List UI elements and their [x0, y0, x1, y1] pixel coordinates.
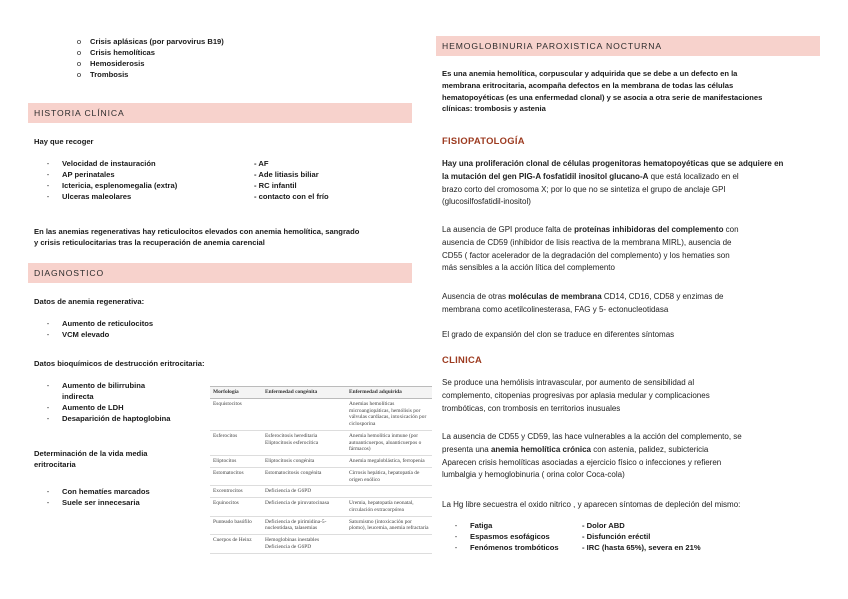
- table-row: Eliptocitos Eliptocitosis congénita Anemia megaloblástica, ferropenia: [210, 456, 432, 468]
- table-header: Enfermedad congénita: [262, 387, 346, 399]
- list-item: Fatiga: [470, 521, 493, 530]
- fisio-paragraph-1: Hay una proliferación clonal de células progenitoras hematopoyéticas que se adquiere en la mutación del gen PIG-A fosfatidil inositol glucano-A que está localizado en el brazo corto del cromosoma X; por lo que no se sintetiza el grupo de anclaje GPI (glucosilfosfatidil-inositol): [442, 159, 784, 207]
- list-item: o Crisis aplásicas (por parvovirus B19): [76, 37, 224, 46]
- list-item: Aumento de reticulocitos: [62, 319, 154, 328]
- list-item: o Crisis hemolíticas: [76, 48, 155, 57]
- regen-title: Datos de anemia regenerativa:: [34, 297, 145, 306]
- table-row: Cuerpos de Heinz Hemoglobinas inestables Deficiencia de G6PD: [210, 535, 432, 554]
- historia-item: Velocidad de instauración: [62, 159, 156, 168]
- historia-item: Ulceras maleolares: [62, 192, 132, 201]
- vida-title: Determinación de la vida media eritrocitaria: [34, 449, 148, 469]
- subheader-clinica: CLINICA: [442, 354, 483, 365]
- morphology-table: [210, 386, 432, 554]
- list-item: Con hematíes marcados: [62, 487, 150, 496]
- vida-items: - Con hematíes marcados - Suele ser innecesaria: [46, 487, 150, 507]
- hpn-intro: Es una anemia hemolítica, corpuscular y adquirida que se debe a un defecto en la membrana eritrocitaria, acompaña defectos en la membrana de todas las células hematopoyéticas (es una enfermedad clonal) y se asocia a otra serie de manifestaciones clínicas: trombosis y astenia: [442, 69, 763, 114]
- morphology-table-image: [210, 386, 434, 562]
- clinica-paragraph-3: La Hg libre secuestra el oxido nitrico , y aparecen síntomas de depleción del mismo:: [442, 500, 741, 509]
- list-item: o Hemosiderosis: [76, 59, 145, 68]
- fisio-paragraph-2: La ausencia de GPI produce falta de proteínas inhibidoras del complemento con ausencia de CD59 (inhibidor de lisis reactiva de la membrana MIRL), ausencia de CD55 ( factor acelerador de la degradación del complemento) y los hematies son más sensibles a la acción lítica del complemento: [442, 225, 739, 273]
- historia-item: - RC infantil: [254, 181, 297, 190]
- table-row: Excentrocitos Deficiencia de G6PD: [210, 486, 432, 498]
- list-item: VCM elevado: [62, 330, 110, 339]
- table-header: Morfología: [210, 387, 262, 399]
- list-item: Aumento de bilirrubina: [62, 381, 146, 390]
- historia-intro: Hay que recoger: [34, 137, 94, 146]
- top-bullet-list: [28, 36, 412, 80]
- historia-note: En las anemias regenerativas hay reticulocitos elevados con anemia hemolítica, sangrado y crisis reticulocitarias tras la recuperación de anemia carencial: [34, 227, 360, 247]
- table-row: Punteado basófilo Deficiencia de pirimidina-5-nucleotidasa, talasemias Saturnismo (intoxicación por plomo), leucemia, anemia refractaria: [210, 516, 432, 535]
- list-item: Suele ser innecesaria: [62, 498, 140, 507]
- bioq-title: Datos bioquímicos de destrucción eritrocitaria:: [34, 359, 205, 368]
- fisio-paragraph-4: El grado de expansión del clon se traduce en diferentes síntomas: [442, 330, 675, 339]
- regen-items: - Aumento de reticulocitos - VCM elevado: [46, 319, 154, 339]
- section-header-diagnostico: DIAGNOSTICO: [28, 263, 412, 283]
- list-item: Aumento de LDH: [62, 403, 124, 412]
- table-row: Esferocitos Esferocitosis hereditaria Eliptocitosis esferocítica Anemia hemolítica inmune (por autoanticuerpos, aloanticuerpos o fármacos): [210, 430, 432, 455]
- historia-item: Ictericia, esplenomegalia (extra): [62, 181, 178, 190]
- list-item: Fenómenos trombóticos: [470, 543, 559, 552]
- section-header-hpn: HEMOGLOBINURIA PAROXISTICA NOCTURNA: [436, 36, 820, 56]
- list-item: Espasmos esofágicos: [470, 532, 550, 541]
- list-item: Desaparición de haptoglobina: [62, 414, 171, 423]
- historia-item: - contacto con el frío: [254, 192, 329, 201]
- list-item: - Dolor ABD: [582, 521, 625, 530]
- clinica-symptom-list: - Fatiga - Dolor ABD - Espasmos esofágicos - Disfunción eréctil - Fenómenos trombóticos - IRC (hasta 65%), severa en 21%: [454, 521, 701, 552]
- historia-item: - AF: [254, 159, 269, 168]
- list-item: - IRC (hasta 65%), severa en 21%: [582, 543, 701, 552]
- list-item: o Trombosis: [76, 70, 129, 79]
- historia-item: AP perinatales: [62, 170, 115, 179]
- table-row: Esquistocitos Anemias hemolíticas microangiopáticas, hemólisis por válvulas cardíacas, intoxicación por ciclosporina: [210, 398, 432, 430]
- table-row: Estomatocitos Estomatocitosis congénita Cirrosis hepática, hepatopatía de origen enólico: [210, 467, 432, 486]
- clinica-paragraph-2: La ausencia de CD55 y CD59, las hace vulnerables a la acción del complemento, se presenta una anemia hemolítica crónica con astenia, palidez, subictericia Aparecen crisis hemolíticas asociadas a ejercicio físico o infecciones y refieren lumbalgia y hemoglobinuria ( orina color Coca-cola): [442, 432, 742, 480]
- historia-item: - Ade litiasis biliar: [254, 170, 319, 179]
- table-header: Enfermedad adquirida: [346, 387, 432, 399]
- table-row: Equinocitos Deficiencia de piruvatocinasa Uremia, hepatopatía neonatal, circulación extracorpórea: [210, 498, 432, 517]
- fisio-paragraph-3: Ausencia de otras moléculas de membrana CD14, CD16, CD58 y enzimas de membrana como acetilcolinesterasa, FAG y 5- ectonucleotidasa: [442, 292, 724, 314]
- clinica-paragraph-1: Se produce una hemólisis intravascular, por aumento de sensibilidad al complemento, citopenias progresivas por aplasia medular y complicaciones trombóticas, con trombosis en territorios inusuales: [442, 378, 710, 413]
- section-header-historia: HISTORIA CLÍNICA: [28, 103, 412, 123]
- historia-items: - Velocidad de instauración - AF - AP perinatales - Ade litiasis biliar - Ictericia, esplenomegalia (extra) - RC infantil - Ulceras maleolares - contacto con el frío: [46, 159, 329, 201]
- bioq-items: - Aumento de bilirrubina indirecta - Aumento de LDH - Desaparición de haptoglobina: [46, 381, 171, 423]
- list-item: indirecta: [62, 392, 94, 401]
- list-item: - Disfunción eréctil: [582, 532, 651, 541]
- subheader-fisiopatologia: FISIOPATOLOGÍA: [442, 135, 525, 146]
